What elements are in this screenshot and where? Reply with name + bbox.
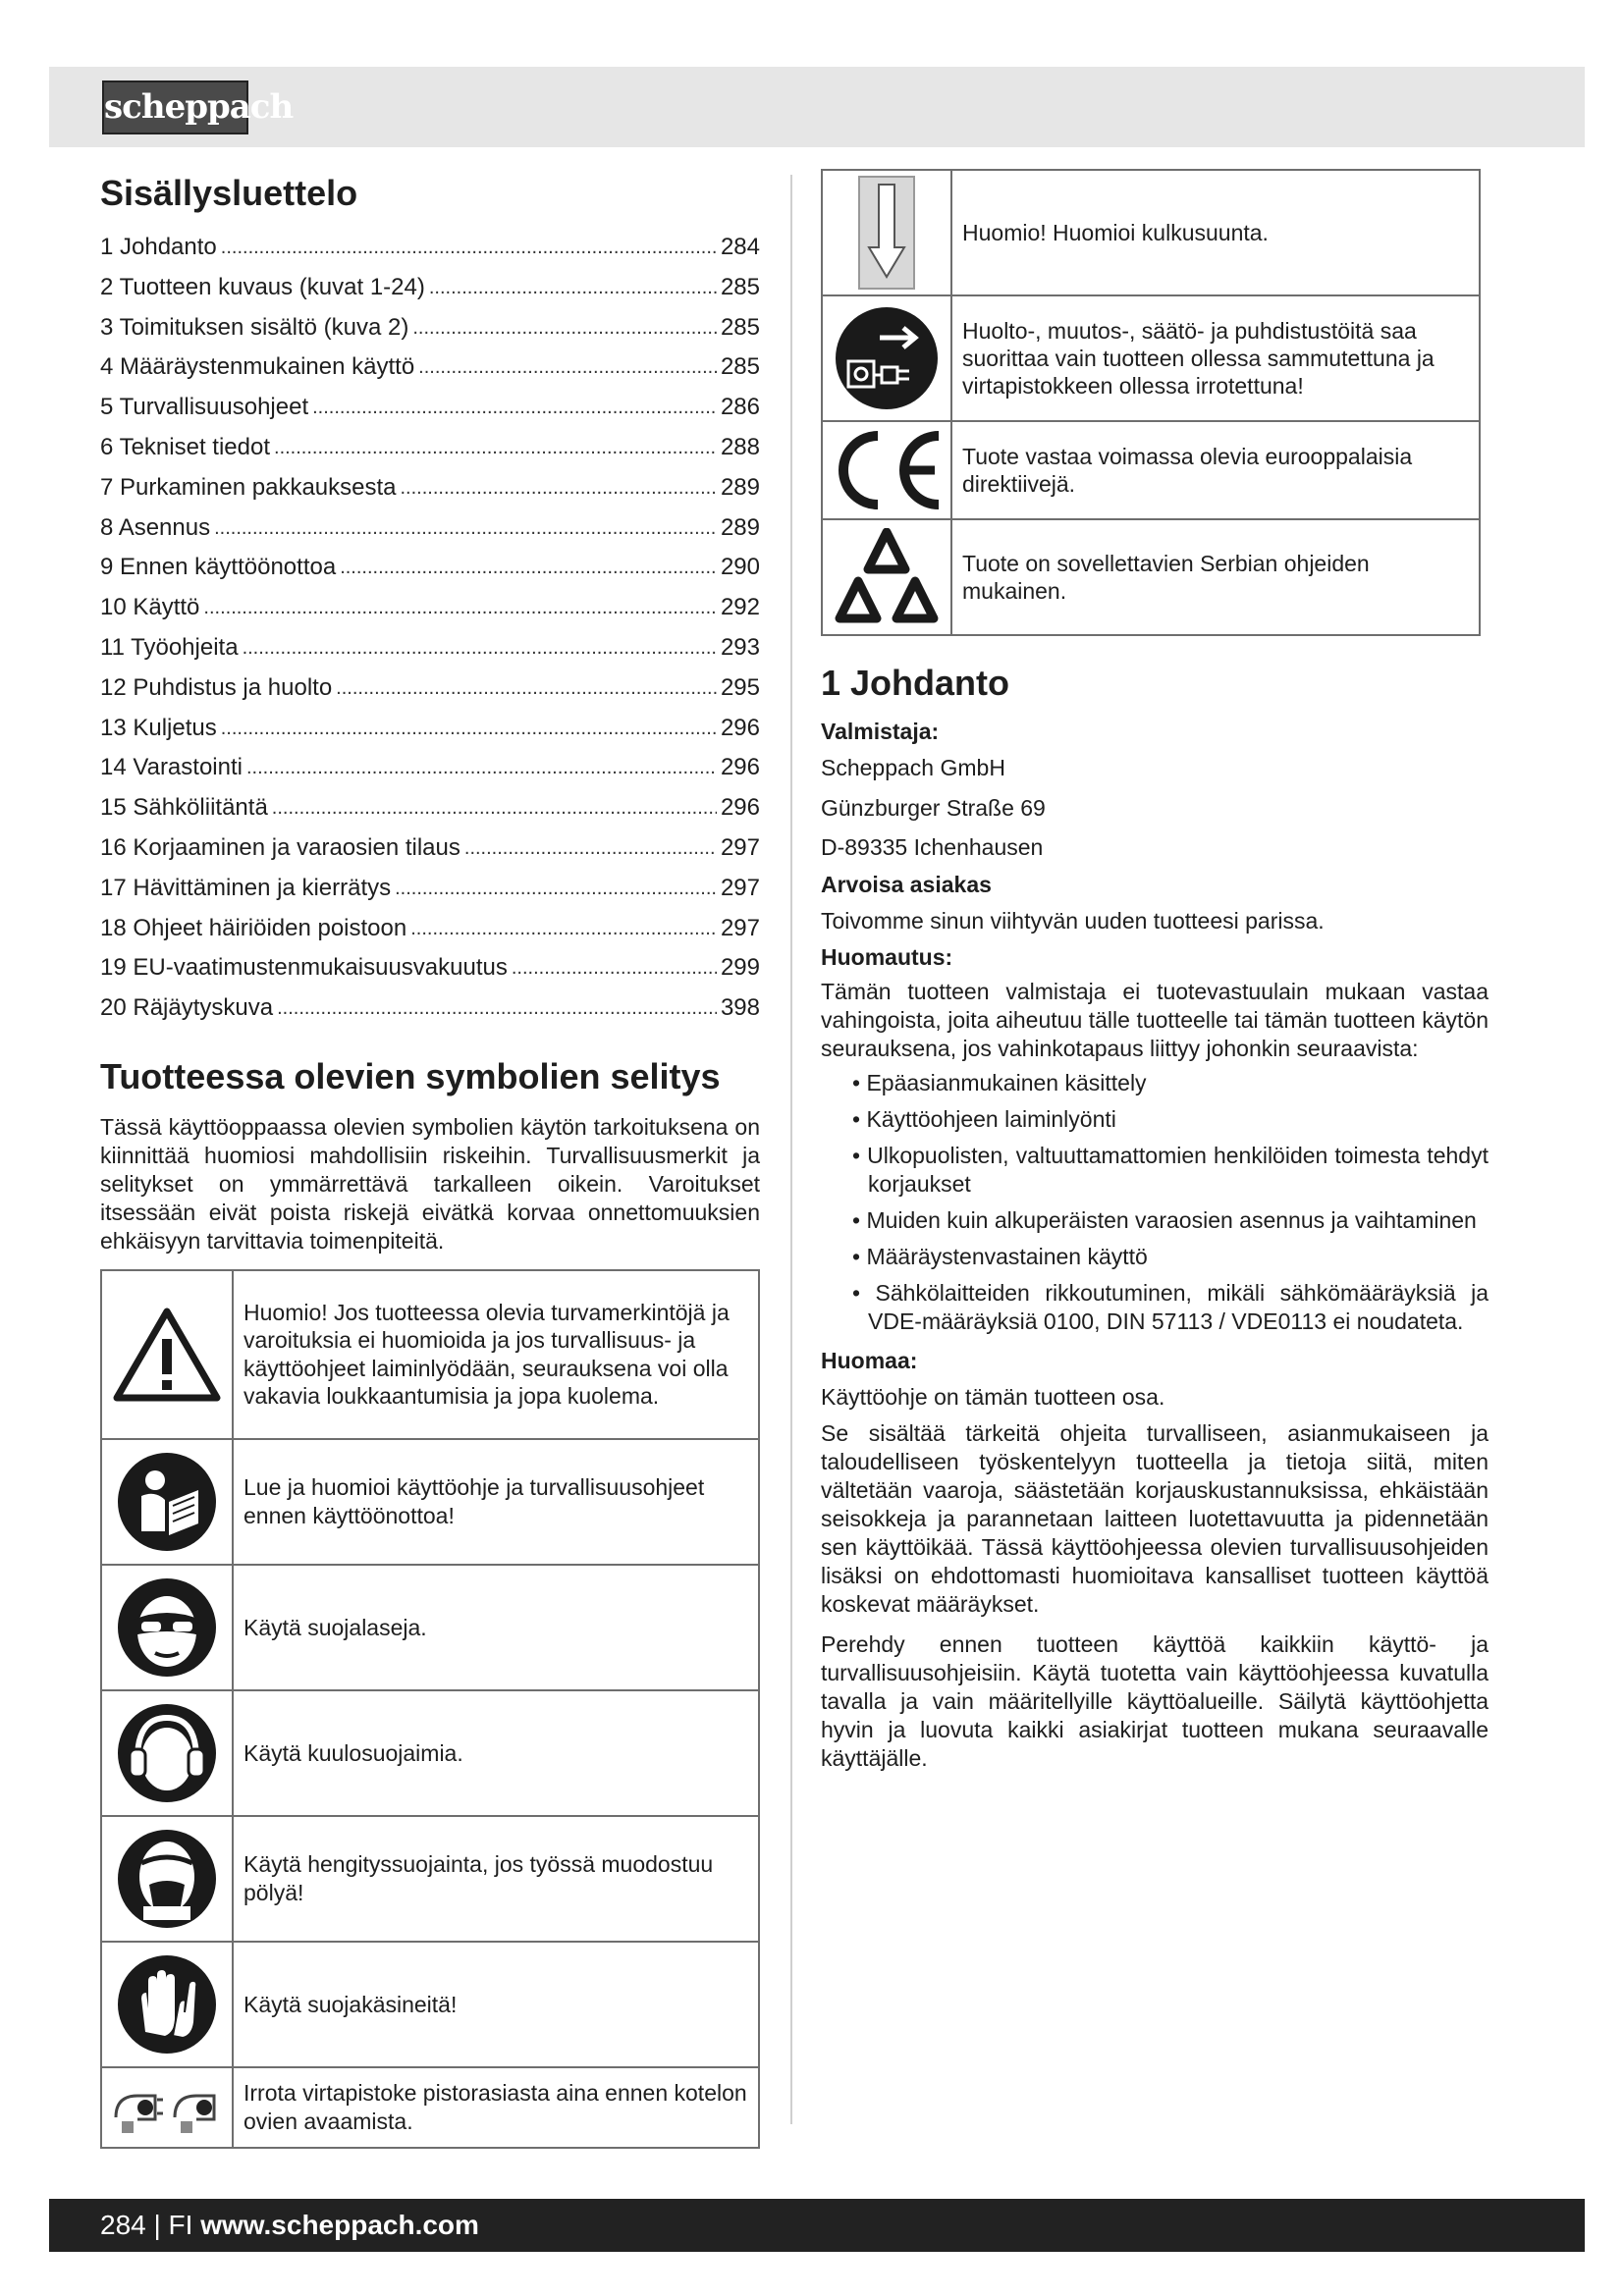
toc-entry-label: 9 Ennen käyttöönottoa [100, 554, 337, 581]
symbol-row [822, 170, 1480, 295]
toc-entry[interactable] [100, 748, 760, 788]
manufacturer-city: D-89335 Ichenhausen [821, 834, 1044, 860]
toc-entry-page: 289 [720, 513, 760, 541]
toc-entry[interactable] [100, 508, 760, 549]
ce-mark-icon [829, 428, 945, 512]
list-item: • Muiden kuin alkuperäisten varaosien asennus ja vaihtaminen [839, 1206, 1489, 1235]
toc-entry-label: 17 Hävittäminen ja kierrätys [100, 874, 392, 901]
symbol-row [822, 295, 1480, 421]
toc-entry[interactable] [100, 709, 760, 749]
toc-entry[interactable] [100, 428, 760, 468]
toc-leader-dots [336, 668, 717, 709]
symbol-icon-cell [822, 421, 951, 519]
warning-triangle-icon [113, 1308, 221, 1402]
list-item: • Käyttöohjeen laiminlyönti [839, 1105, 1489, 1134]
symbol-icon-cell [822, 519, 951, 635]
toc-entry-page: 292 [720, 594, 760, 621]
direction-arrow-icon [857, 175, 916, 291]
toc-entry-label: 13 Kuljetus [100, 714, 217, 741]
list-item: • Määräystenvastainen käyttö [839, 1243, 1489, 1271]
gloves-icon [116, 1953, 218, 2056]
safety-goggles-icon [116, 1576, 218, 1679]
symbol-text: Käytä suojakäsineitä! [233, 1942, 759, 2067]
symbol-text: Käytä suojalaseja. [233, 1565, 759, 1690]
toc-entry-label: 16 Korjaaminen ja varaosien tilaus [100, 833, 460, 861]
manufacturer-name: Scheppach GmbH [821, 755, 1005, 780]
table-of-contents [100, 228, 760, 1029]
toc-entry[interactable] [100, 268, 760, 308]
symbol-icon-cell [101, 1439, 233, 1565]
toc-leader-dots [412, 308, 717, 348]
symbol-icon-cell [101, 1816, 233, 1942]
toc-leader-dots [410, 909, 717, 949]
symbol-icon-cell [822, 295, 951, 421]
symbol-row [101, 1942, 759, 2067]
toc-entry[interactable] [100, 668, 760, 709]
toc-leader-dots [221, 709, 717, 749]
symbol-icon-cell [101, 1565, 233, 1690]
toc-leader-dots [214, 508, 717, 549]
toc-entry-label: 1 Johdanto [100, 234, 217, 260]
toc-entry-label: 7 Purkaminen pakkauksesta [100, 473, 397, 501]
toc-entry[interactable] [100, 388, 760, 428]
toc-leader-dots [272, 788, 717, 828]
manual-usage-paragraph: Perehdy ennen tuotteen käyttöä kaikkiin käyttö- ja turvallisuusohjeisiin. Käytä tuotetta vain käyttöohjeessa kuvatulla tavalla ja vain määritellyille käyttöalueille. Säilytä käyttöohjetta hyvin ja luovuta kaikki asiakirjat tuotteen mukana seuraavalle käyttäjälle. [821, 1630, 1489, 1771]
list-item: • Ulkopuolisten, valtuuttamattomien henkilöiden toimesta tehdyt korjaukset [839, 1142, 1489, 1199]
symbol-text: Käytä hengityssuojainta, jos työssä muodostuu pölyä! [233, 1816, 759, 1942]
toc-leader-dots [274, 428, 717, 468]
dear-customer-text: Toivomme sinun viihtyvän uuden tuotteesi parissa. [821, 907, 1325, 934]
symbols-title: Tuotteessa olevien symbolien selitys [100, 1055, 721, 1096]
toc-entry-page: 286 [720, 394, 760, 421]
toc-entry-page: 398 [720, 994, 760, 1022]
symbol-row [101, 1565, 759, 1690]
toc-entry-label: 3 Toimituksen sisältö (kuva 2) [100, 313, 409, 341]
unplug-icon [108, 2078, 226, 2137]
ear-protection-icon [116, 1702, 218, 1804]
list-item: • Epäasianmukainen käsittely [839, 1069, 1489, 1097]
toc-entry-label: 20 Räjäytyskuva [100, 994, 274, 1022]
notice-label: Huomautus: [821, 944, 953, 970]
toc-entry-page: 288 [720, 433, 760, 460]
toc-leader-dots [312, 388, 717, 428]
manufacturer-label: Valmistaja: [821, 719, 940, 744]
toc-entry-label: 5 Turvallisuusohjeet [100, 394, 309, 421]
toc-entry[interactable] [100, 988, 760, 1029]
toc-entry[interactable] [100, 788, 760, 828]
toc-entry[interactable] [100, 948, 760, 988]
toc-entry[interactable] [100, 548, 760, 588]
respirator-icon [116, 1828, 218, 1930]
toc-entry-page: 297 [720, 874, 760, 901]
toc-entry[interactable] [100, 468, 760, 508]
toc-entry-label: 2 Tuotteen kuvaus (kuvat 1-24) [100, 273, 425, 300]
section-title-johdanto: 1 Johdanto [821, 663, 1010, 703]
symbol-text: Käytä kuulosuojaimia. [233, 1690, 759, 1816]
toc-leader-dots [512, 948, 717, 988]
toc-leader-dots [464, 828, 717, 869]
toc-leader-dots [221, 228, 717, 268]
scheppach-logo: scheppach [102, 80, 248, 134]
toc-entry-page: 293 [720, 633, 760, 661]
toc-entry-page: 290 [720, 554, 760, 581]
symbol-icon-cell [101, 1942, 233, 2067]
toc-entry-page: 297 [720, 833, 760, 861]
disconnect-plug-icon [833, 304, 941, 412]
note-label: Huomaa: [821, 1348, 918, 1373]
symbol-icon-cell [101, 2067, 233, 2148]
symbols-table-continued [821, 169, 1481, 636]
symbol-icon-cell [822, 170, 951, 295]
page-footer [49, 2199, 1585, 2252]
symbols-table [100, 1269, 760, 2149]
toc-entry[interactable] [100, 228, 760, 268]
note-text: Käyttöohje on tämän tuotteen osa. [821, 1384, 1165, 1410]
toc-leader-dots [340, 548, 717, 588]
toc-leader-dots [401, 468, 717, 508]
right-column [821, 169, 1489, 1773]
toc-entry-label: 6 Tekniset tiedot [100, 433, 271, 460]
page-header [49, 67, 1585, 147]
toc-leader-dots [246, 748, 717, 788]
toc-entry-label: 19 EU-vaatimustenmukaisuusvakuutus [100, 954, 508, 982]
toc-leader-dots [429, 268, 717, 308]
symbols-intro: Tässä käyttöoppaassa olevien symbolien käytön tarkoituksena on kiinnittää huomiosi mahdollisiin riskeihin. Turvallisuusmerkit ja selitykset on ymmärrettävä tarkalleen oikein. Varoitukset itsessään eivät poista riskejä eivätkä korvaa onnettomuuksien ehkäisyyn tarvittavia toimenpiteitä. [100, 1113, 760, 1254]
serbia-conformity-icon [833, 528, 941, 626]
column-divider [790, 175, 792, 2124]
toc-leader-dots [395, 869, 717, 909]
symbol-icon-cell [101, 1690, 233, 1816]
toc-entry[interactable] [100, 869, 760, 909]
symbol-row [101, 1439, 759, 1565]
manufacturer-street: Günzburger Straße 69 [821, 794, 1046, 821]
toc-entry-page: 285 [720, 273, 760, 300]
symbol-row [101, 1690, 759, 1816]
symbol-row [822, 421, 1480, 519]
symbol-text: Tuote on sovellettavien Serbian ohjeiden mukainen. [951, 519, 1480, 635]
toc-entry-page: 296 [720, 794, 760, 822]
toc-entry-label: 18 Ohjeet häiriöiden poistoon [100, 914, 407, 941]
toc-leader-dots [277, 988, 717, 1029]
left-column [100, 167, 760, 2149]
toc-entry[interactable] [100, 347, 760, 388]
toc-title: Sisällysluettelo [100, 173, 358, 213]
toc-entry-label: 12 Puhdistus ja huolto [100, 673, 333, 701]
read-manual-icon [116, 1451, 218, 1553]
toc-entry[interactable] [100, 628, 760, 668]
symbol-text: Tuote vastaa voimassa olevia eurooppalaisia direktiivejä. [951, 421, 1480, 519]
symbol-row [101, 1270, 759, 1439]
symbol-row [101, 1816, 759, 1942]
notice-text: Tämän tuotteen valmistaja ei tuotevastuulain mukaan vastaa vahingoista, joita aiheutuu tälle tuotteelle tai tämän tuotteen käytön seurauksena, jos vahinkotapaus liittyy johonkin seuraavista: [821, 979, 1489, 1061]
toc-entry-page: 297 [720, 914, 760, 941]
toc-entry[interactable] [100, 588, 760, 628]
manual-purpose-paragraph: Se sisältää tärkeitä ohjeita turvalliseen, asianmukaiseen ja taloudelliseen työskentelyyn tuotteella ja tietoja siitä, miten vältetään vaaroja, säästetään korjauskustannuksissa, ehkäistään seisokkeja ja parannetaan laitteen luotettavuutta ja pidennetään sen käyttöikää. Tässä käyttöohjeessa olevien turvallisuusohjeiden lisäksi on ehdottomasti huomioitava kansalliset tuotteen käyttöä koskevat määräykset. [821, 1419, 1489, 1617]
symbol-text: Irrota virtapistoke pistorasiasta aina ennen kotelon ovien avaamista. [233, 2067, 759, 2148]
symbol-text: Huolto-, muutos-, säätö- ja puhdistustöitä saa suorittaa vain tuotteen ollessa sammutettuna ja virtapistokkeen ollessa irrotettuna! [951, 295, 1480, 421]
toc-entry-page: 285 [720, 353, 760, 381]
toc-entry-label: 15 Sähköliitäntä [100, 794, 268, 822]
website-link[interactable]: www.scheppach.com [200, 2210, 479, 2240]
toc-entry-page: 295 [720, 673, 760, 701]
toc-entry-label: 11 Työohjeita [100, 633, 239, 661]
symbol-text: Lue ja huomioi käyttöohje ja turvallisuusohjeet ennen käyttöönottoa! [233, 1439, 759, 1565]
toc-entry-label: 10 Käyttö [100, 594, 200, 621]
symbol-text: Huomio! Jos tuotteessa olevia turvamerkintöjä ja varoituksia ei huomioida ja jos turvallisuus- ja käyttöohjeet laiminlyödään, seurauksena voi olla vakavia loukkaantumisia ja jopa kuolema. [233, 1270, 759, 1439]
toc-entry-page: 289 [720, 473, 760, 501]
toc-entry[interactable] [100, 308, 760, 348]
dear-customer-label: Arvoisa asiakas [821, 871, 992, 897]
symbol-row [101, 2067, 759, 2148]
toc-entry-label: 14 Varastointi [100, 754, 243, 781]
toc-entry-label: 4 Määräystenmukainen käyttö [100, 353, 415, 381]
toc-entry-page: 296 [720, 714, 760, 741]
toc-entry[interactable] [100, 909, 760, 949]
symbol-row [822, 519, 1480, 635]
toc-entry[interactable] [100, 828, 760, 869]
liability-exclusions-list [821, 1069, 1489, 1336]
toc-leader-dots [418, 347, 717, 388]
page-number: 284 | FI [100, 2210, 193, 2240]
toc-leader-dots [203, 588, 717, 628]
toc-entry-label: 8 Asennus [100, 513, 211, 541]
symbol-text: Huomio! Huomioi kulkusuunta. [951, 170, 1480, 295]
toc-entry-page: 296 [720, 754, 760, 781]
toc-entry-page: 299 [720, 954, 760, 982]
toc-leader-dots [243, 628, 717, 668]
toc-entry-page: 285 [720, 313, 760, 341]
symbol-icon-cell [101, 1270, 233, 1439]
toc-entry-page: 284 [720, 234, 760, 260]
list-item: • Sähkölaitteiden rikkoutuminen, mikäli sähkömääräyksiä ja VDE-määräyksiä 0100, DIN 57113 / VDE0113 ei noudateta. [839, 1279, 1489, 1336]
